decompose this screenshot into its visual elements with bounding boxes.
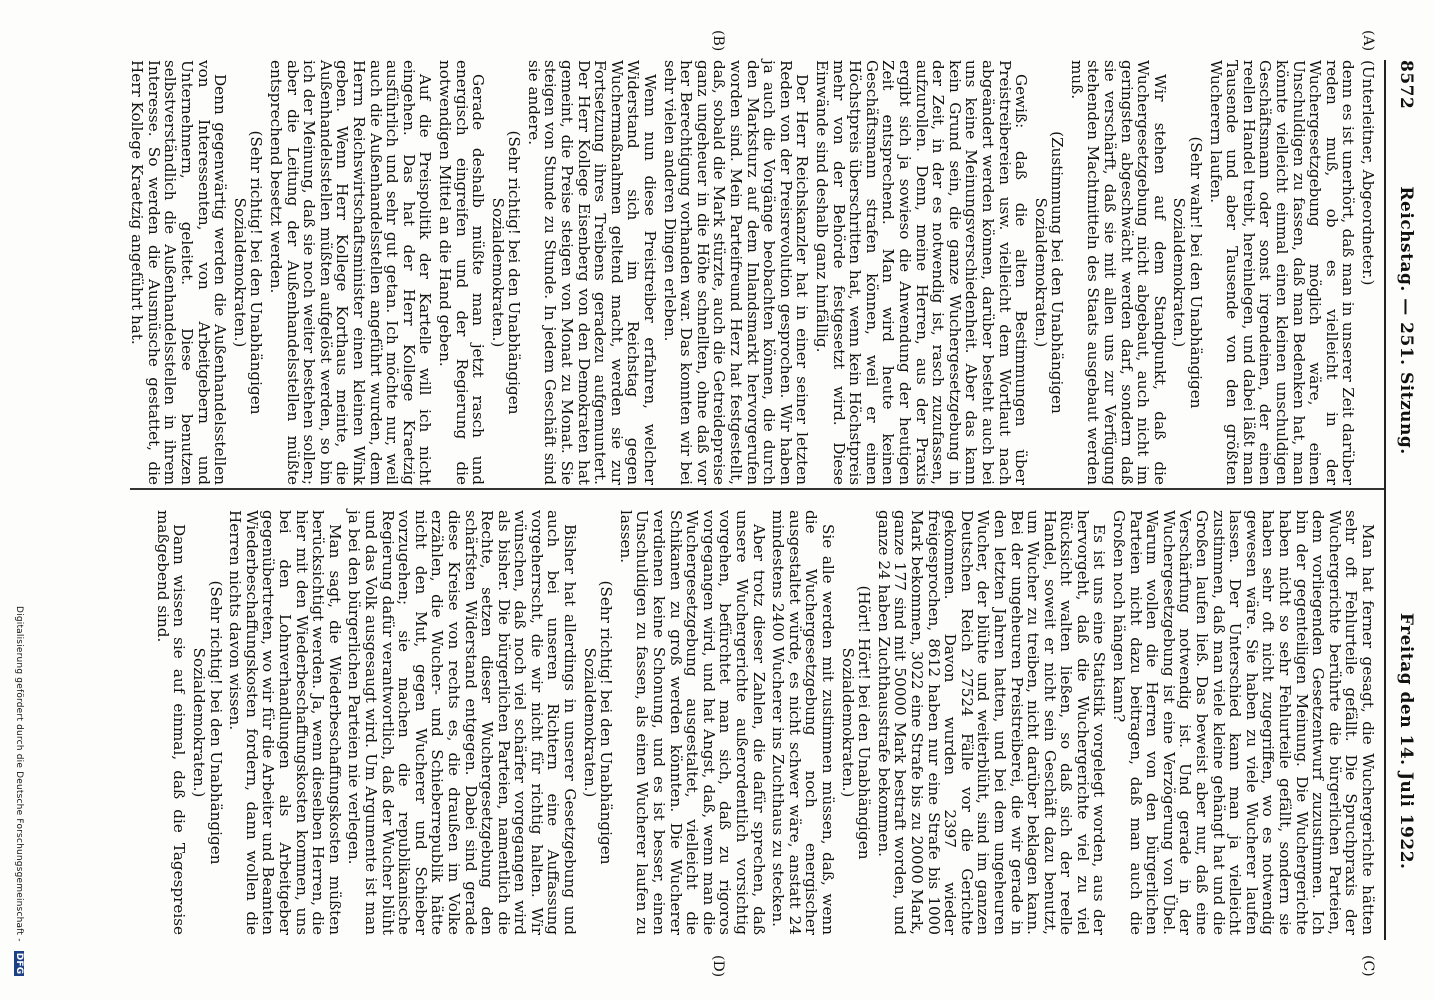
paragraph: Bisher hat allerdings in unserer Gesetzgebung und auch bei unseren Richtern eine Auffassung vorgeherrscht, die wir nicht für richtig halten. Wir wünschen, daß noch viel schärfer vorgegangen wird als bisher. Die bürgerlichen Parteien, namentlich die Rechte, setzen dieser Wuchergesetzgebung den schärfsten Widerstand entgegen. Dabei sind gerade diese Kreise von rechts es, die draußen im Volke erzählen, die Wucher- und Schieberrepublik hätte nicht den Mut, gegen Wucherer und Schieber vorzugehen; sie machen die republikanische Regierung dafür verantwortlich, daß der Wucher blüht und das Volk ausgesaugt wird. Um Argumente ist man ja bei den bürgerlichen Parteien nie verlegen. [345,510,580,935]
paragraph: Gerade deshalb müßte man jetzt rasch und energisch eingreifen und der Regierung die notwendigen Mittel an die Hand geben. [435,60,488,485]
paragraph: Aber trotz dieser Zahlen, die dafür sprechen, daß unsere Wuchergerichte außerordentlich vorsichtig vorgehen, befürchtet man sich, daß zu rigoros vorgegangen wird, und hat Angst, daß, wenn man die Wuchergesetzgebung ausgestaltet, vielleicht die Schikanen zu groß werden könnten. Die Wucherer verdienen keine Schonung, und es ist besser, einen Unschuldigen zu fassen, als einen Wucherer laufen zu lassen. [616,510,768,935]
paragraph: Dann wissen sie auf einmal, daß die Tagespreise maßgebend sind. [153,510,189,935]
paragraph: Wir stehen auf dem Standpunkt, daß die Wuchergesetzgebung nicht abgebaut, auch nicht im geringsten abgeschwächt werden darf, sondern daß sie verschärft, daß sie mit allen uns zur Verfügung stehenden Machtmitteln des Staats ausgebaut werden muß. [1067,60,1169,485]
page-header [1396,60,1416,869]
column-divider [130,488,1384,490]
header-rule [1384,60,1386,940]
margin-mark-b: (B) [710,30,726,52]
interjection: (Sehr wahr! bei den Unabhängigen Sozialdemokraten.) [1170,136,1206,409]
interjection: (Sehr richtig! bei den Unabhängigen Sozialdemokraten.) [488,130,524,415]
right-text-column [151,510,1376,935]
interjection: (Zustimmung bei den Unabhängigen Sozialdemokraten.) [1031,131,1067,414]
left-text-column [126,60,1376,485]
paragraph: (Unterleitner, Abgeordneter.) [1359,60,1377,286]
paragraph: Auf die Preispolitik der Kartelle will ich nicht eingehen. Das hat der Herr Kollege Kraetzig ausführlich und sehr gut getan. Ich möchte nur, weil auch die Außenhandelsstellen angeführt wurden, dem Herrn Reichswirtschaftsminister einen kleinen Wink geben. Wenn Herr Kollege Korthaus meinte, die Außenhandelsstellen müßten aufgelöst werden, so bin ich der Meinung, daß sie noch weiter bestehen sollen; aber die Leitung der Außenhandelsstellen müßte entsprechend besetzt werden. [267,60,435,485]
paragraph: Wenn nun diese Preistreiber erfahren, welcher Widerstand sich im Reichstag gegen Wuchermaßnahmen geltend macht, werden sie zur Fortsetzung ihres Treibens geradezu aufgemuntert. Der Herr Kollege Eisenberg von den Demokraten hat gemeint, die Preise steigen von Monat zu Monat. Sie steigen von Stunde zu Stunde. In jedem Geschäft sind sie andere. [524,60,660,485]
interjection: (Sehr richtig! bei den Unabhängigen Sozialdemokraten.) [190,580,225,865]
session-date: Freitag den 14. Juli 1922. [1396,612,1416,870]
paragraph: Man sagt, die Wiederbeschaffungskosten müßten berücksichtigt werden. Ja, wenn dieselben Herren, die hier mit den Wiederbeschaffungskosten kommen, uns bei den Lohnverhandlungen als Arbeitgeber gegenübertreten, wo wir für die Arbeiter und Beamten Wiederbeschaffungskosten fordern, dann wollen die Herren nichts davon wissen. [226,510,344,935]
paragraph: Man hat ferner gesagt, die Wuchergerichte hätten sehr oft Fehlurteile gefällt. Die Spruchpraxis der Wuchergerichte berührte die bürgerlichen Parteien, dem vorliegenden Gesetzentwurf zuzustimmen. Ich bin der gegenteiligen Meinung. Die Wuchergerichte haben nicht so sehr Fehlurteile gefällt, sondern sie haben sehr oft nicht zugegriffen, wo es notwendig gewesen wäre. Sie haben zu viele Wucherer laufen lassen. Der Unterschied kann man ja vielleicht zustimmen, daß man viele kleine gehängt hat und die Großen laufen ließ. Das beweist aber nur, daß eine Verschärfung notwendig ist. Und gerade in der Wuchergesetzgebung ist eine Verzögerung von Übel. Warum wollen die Herren von den bürgerlichen Parteien nicht dazu beitragen, daß man auch die Großen noch hängen kann? [1110,510,1377,935]
dfg-logo: DFG [14,952,24,975]
paragraph: Es ist uns eine Statistik vorgelegt worden, aus der hervorgeht, daß die Wuchergerichte viel zu viel Rücksicht walten ließen, so daß sich der reelle Handel, soweit er nicht sein Geschäft dazu benutzt, um Wucher zu treiben, nicht darüber beklagen kann. Bei der ungeheuren Preistreiberei, die wir gerade in den letzten Jahren hatten, und bei dem ungeheuren Wucher, der blühte und weiterblüht, sind im ganzen Deutschen Reich 27524 Fälle vor die Gerichte gekommen. Davon wurden 2397 wieder freigesprochen, 8612 haben nur eine Strafe bis 1000 Mark bekommen, 3022 eine Strafe bis zu 20000 Mark, ganze 177 sind mit 50000 Mark bestraft worden, und ganze 24 haben Zuchthausstrafe bekommen. [874,510,1109,935]
paragraph: denn es ist unerhört, daß man in unserer Zeit darüber reden muß, ob es vielleicht in der Wuchergesetzgebung möglich wäre, einen Unschuldigen zu fassen, daß man Bedenken hat, man könnte vielleicht einmal einen kleinen unschuldigen Geschäftsmann oder sonst irgendeinen, der einen reellen Handel treibt, hereinlegen, und dabei läßt man Tausende und aber Tausende von den größten Wucherern laufen. [1206,60,1358,485]
credit-text: Digitalisierung gefördert durch die Deutsche Forschungsgemeinschaft - [14,606,24,942]
margin-mark-a: (A) [1360,30,1376,52]
paragraph: Gewiß: daß die alten Bestimmungen über Preistreibereien usw. vielleicht dem Wortlaut nach abgeändert werden können, darüber besteht auch bei uns keine Meinungsverschiedenheit. Aber das kann kein Grund sein, die ganze Wuchergesetzgebung in der Zeit, in der es notwendig ist, rasch zuzufassen, aufzurollen. Denn, meine Herren, aus der Praxis ergibt sich ja sowieso die Anwendung der heutigen Zeit entsprechend. Man wird heute keinen Geschäftsmann strafen können, weil er einen Höchstpreis überschritten hat, wenn kein Höchstpreis mehr von der Behörde festgesetzt wird. Diese Einwände sind deshalb ganz hinfällig. [813,60,1031,485]
margin-mark-d: (D) [710,955,726,978]
digitization-credit [14,606,24,976]
paragraph: Der Herr Reichskanzler hat in einer seiner letzten Reden von der Preisrevolution gesprochen. Wir haben ja auch die Vorgänge beobachten können, die durch den Marksturz auf dem Inlandsmarkt hervorgerufen worden sind. Mein Parteifreund Herz hat festgestellt, daß, sobald die Mark stürzte, auch die Getreidepreise ganz ungeheuer in die Höhe schnellten, ohne daß vor her Berechtigung vorhanden war. Das konnten wir bei sehr vielen anderen Dingen erleben. [660,60,812,485]
page-number: 8572 [1396,60,1416,110]
interjection: (Sehr richtig! bei den Unabhängigen Sozialdemokraten.) [230,130,266,415]
running-head: Reichstag. — 251. Sitzung. [1396,186,1416,455]
interjection: (Sehr richtig! bei den Unabhängigen Sozialdemokraten.) [580,580,616,865]
paragraph: Sie alle werden mit zustimmen müssen, daß, wenn die Wuchergesetzgebung noch energischer ausgestaltet würde, es nicht schwer wäre, anstatt 24 mindestens 2400 Wucherer ins Zuchthaus zu stecken. [769,510,837,935]
paragraph: Denn gegenwärtig werden die Außenhandelsstellen von Interessenten, von Arbeitgebern und Unternehmern, geleitet. Diese benutzen selbstverständlich die Außenhandelsstellen in ihrem Interesse. So werden die Ausmüsche gestattet, die Herr Kollege Kraetzig angeführt hat. [128,60,230,485]
interjection: (Hört! Hört! bei den Unabhängigen Sozialdemokraten.) [838,585,874,860]
margin-mark-c: (C) [1360,955,1376,977]
